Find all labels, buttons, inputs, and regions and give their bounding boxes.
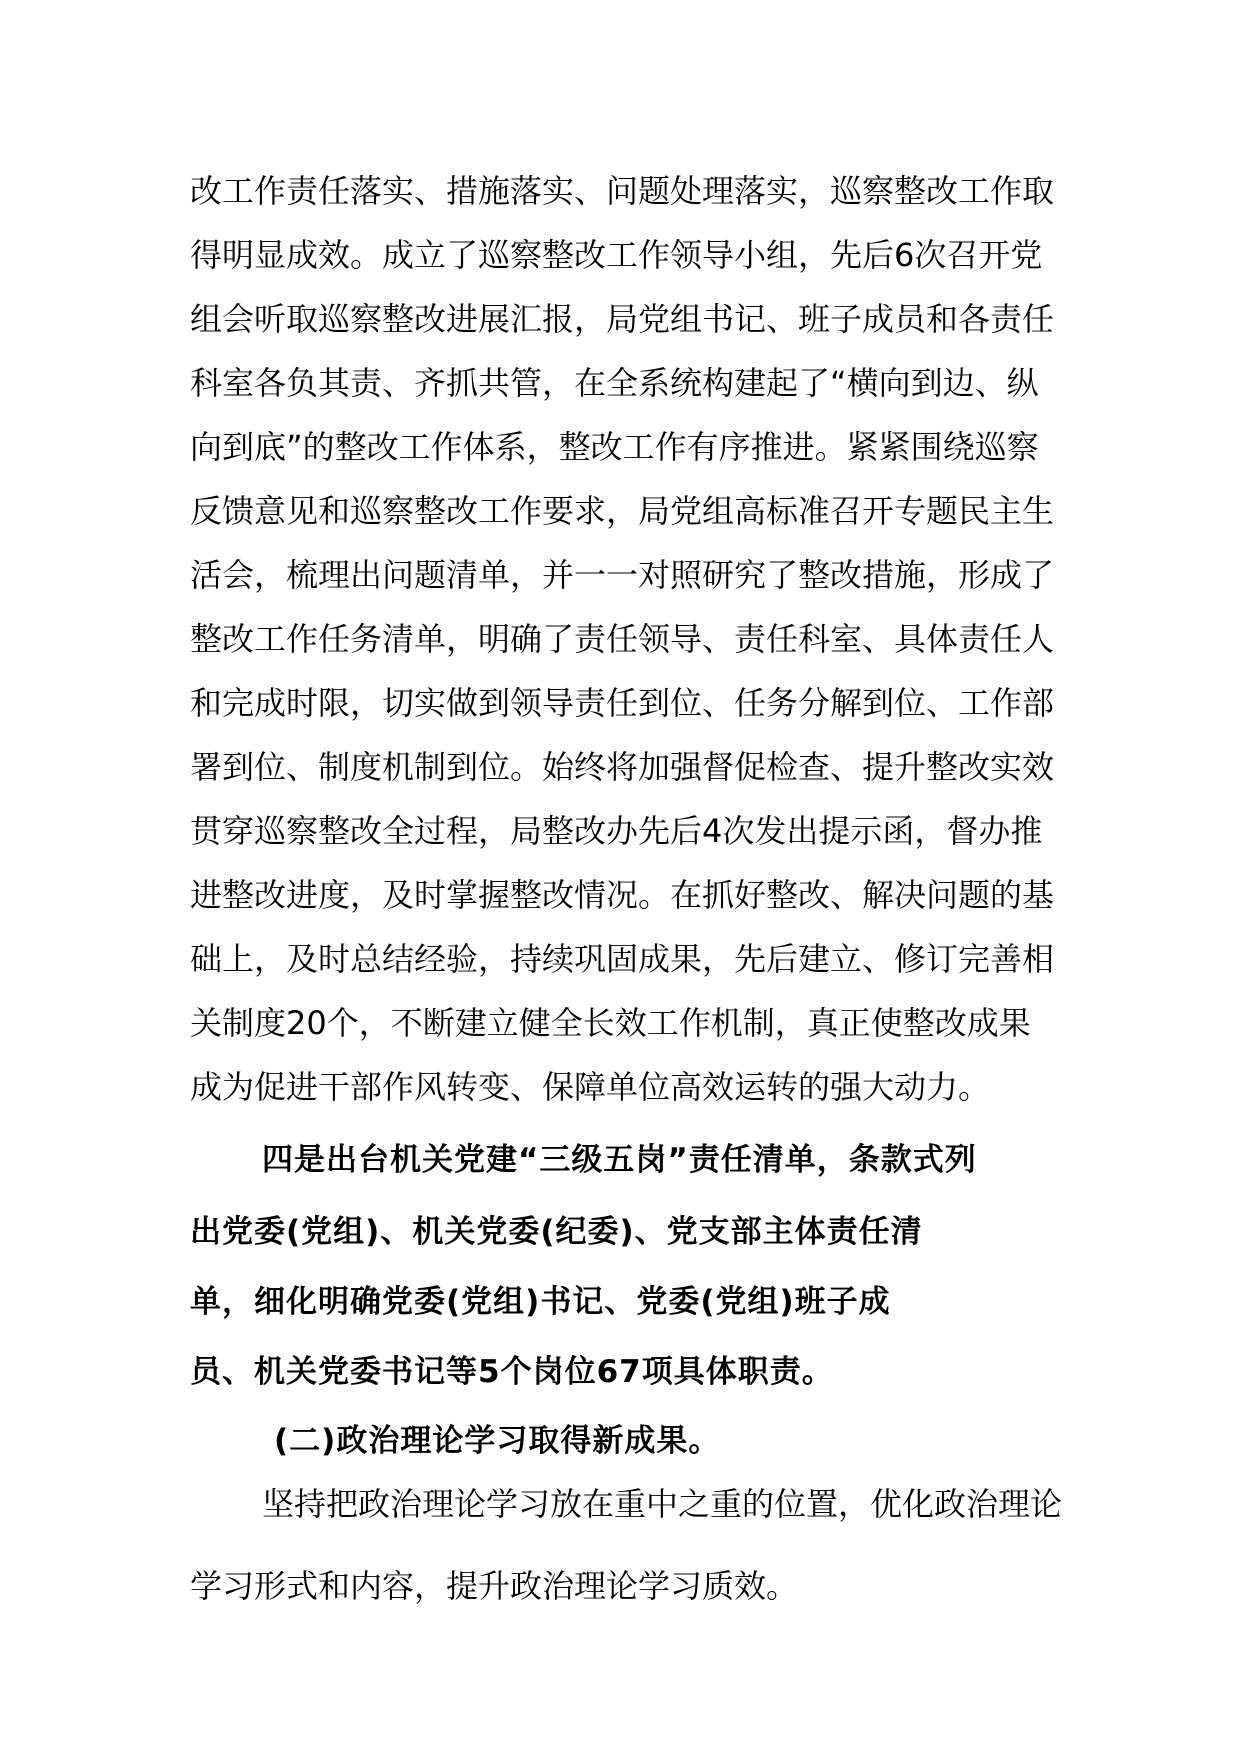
final-line-1: 坚持把政治理论学习放在重中之重的位置，优化政治理论 <box>262 1485 1063 1523</box>
body-line-3: 组会听取巡察整改进展汇报，局党组书记、班子成员和各责任 <box>190 300 1055 338</box>
body-line-5: 向到底”的整改工作体系，整改工作有序推进。紧紧围绕巡察 <box>190 428 1039 466</box>
body-line-11: 贯穿巡察整改全过程，局整改办先后4次发出提示函，督办推 <box>190 812 1043 850</box>
body-line-10: 署到位、制度机制到位。始终将加强督促检查、提升整改实效 <box>190 748 1055 786</box>
section-heading: (二)政治理论学习取得新成果。 <box>274 1423 721 1459</box>
body-line-15: 成为促进干部作风转变、保障单位高效运转的强大动力。 <box>190 1068 991 1106</box>
body-line-9: 和完成时限，切实做到领导责任到位、任务分解到位、工作部 <box>190 684 1055 722</box>
bold-line-3: 单，细化明确党委(党组)书记、党委(党组)班子成 <box>190 1284 891 1320</box>
bold-line-2: 出党委(党组)、机关党委(纪委)、党支部主体责任清 <box>190 1214 923 1250</box>
body-line-14: 关制度20个，不断建立健全长效工作机制，真正使整改成果 <box>190 1004 1031 1042</box>
bold-line-4: 员、机关党委书记等5个岗位67项具体职责。 <box>190 1354 834 1390</box>
body-line-1: 改工作责任落实、措施落实、问题处理落实，巡察整改工作取 <box>190 172 1055 210</box>
bold-line-1: 四是出台机关党建“三级五岗”责任清单，条款式列 <box>262 1142 977 1178</box>
body-line-13: 础上，及时总结经验，持续巩固成果，先后建立、修订完善相 <box>190 940 1055 978</box>
body-line-6: 反馈意见和巡察整改工作要求，局党组高标准召开专题民主生 <box>190 492 1055 530</box>
body-line-7: 活会，梳理出问题清单，并一一对照研究了整改措施，形成了 <box>190 556 1055 594</box>
body-line-12: 进整改进度，及时掌握整改情况。在抓好整改、解决问题的基 <box>190 876 1055 914</box>
body-line-2: 得明显成效。成立了巡察整改工作领导小组，先后6次召开党 <box>190 236 1043 274</box>
body-line-4: 科室各负其责、齐抓共管，在全系统构建起了“横向到边、纵 <box>190 364 1039 402</box>
final-line-2: 学习形式和内容，提升政治理论学习质效。 <box>190 1567 799 1605</box>
body-line-8: 整改工作任务清单，明确了责任领导、责任科室、具体责任人 <box>190 620 1055 658</box>
